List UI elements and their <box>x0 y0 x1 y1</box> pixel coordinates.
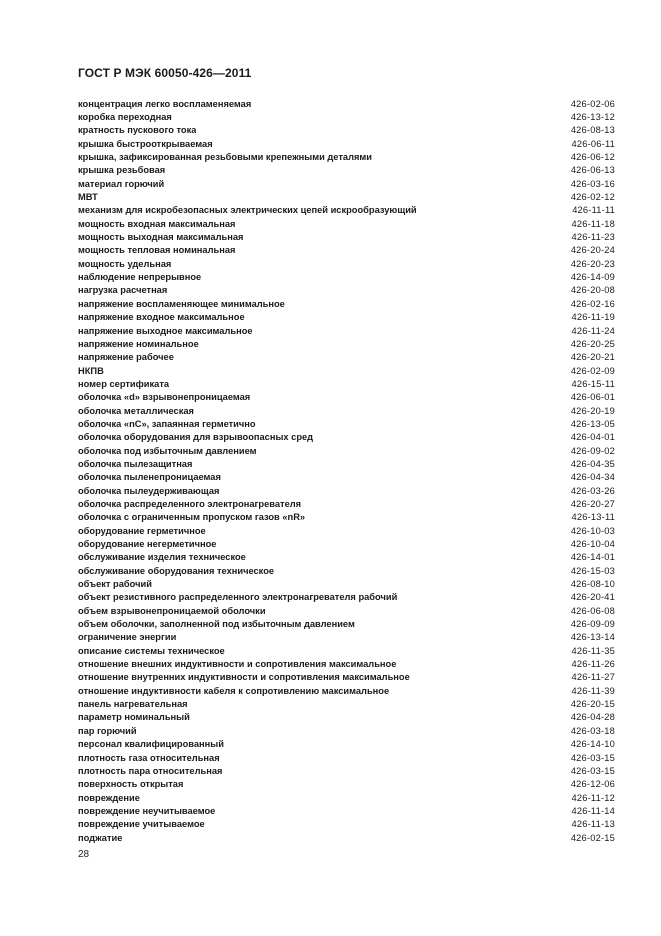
index-term: оболочка распределенного электронагревателя <box>78 498 302 509</box>
index-code: 426-03-18 <box>570 725 615 736</box>
index-term: объем оболочки, заполненной под избыточным давлением <box>78 619 355 630</box>
index-entry <box>78 324 615 337</box>
index-term: объем взрывонепроницаемой оболочки <box>78 605 266 616</box>
index-term: мощность выходная максимальная <box>78 232 244 243</box>
index-code: 426-10-04 <box>570 539 615 550</box>
term-index-list <box>78 97 615 844</box>
index-code: 426-20-24 <box>570 245 615 256</box>
index-entry <box>78 124 615 137</box>
index-entry <box>78 150 615 163</box>
index-entry <box>78 431 615 444</box>
index-code: 426-04-34 <box>570 472 615 483</box>
index-entry <box>78 297 615 310</box>
index-code: 426-02-06 <box>570 98 615 109</box>
index-code: 426-11-12 <box>571 792 615 803</box>
index-entry <box>78 97 615 110</box>
index-entry <box>78 791 615 804</box>
index-code: 426-20-08 <box>570 285 615 296</box>
index-entry <box>78 137 615 150</box>
index-entry <box>78 697 615 710</box>
index-term: панель нагревательная <box>78 699 188 710</box>
index-term: напряжение номинальное <box>78 338 199 349</box>
index-entry <box>78 657 615 670</box>
index-code: 426-08-13 <box>570 125 615 136</box>
index-entry <box>78 164 615 177</box>
index-term: оболочка пыленепроницаемая <box>78 472 221 483</box>
index-term: оболочка «d» взрывонепроницаемая <box>78 392 251 403</box>
index-code: 426-12-06 <box>570 779 615 790</box>
index-entry <box>78 751 615 764</box>
index-code: 426-20-25 <box>570 338 615 349</box>
index-entry <box>78 564 615 577</box>
index-term: плотность газа относительная <box>78 752 220 763</box>
index-term: крышка быстрооткрываемая <box>78 138 213 149</box>
index-term: МВТ <box>78 192 98 203</box>
index-entry <box>78 364 615 377</box>
index-term: НКПВ <box>78 365 104 376</box>
index-code: 426-13-05 <box>570 418 615 429</box>
index-entry <box>78 457 615 470</box>
index-code: 426-14-01 <box>570 552 615 563</box>
index-term: описание системы техническое <box>78 645 225 656</box>
index-code: 426-03-16 <box>570 178 615 189</box>
index-entry <box>78 711 615 724</box>
index-term: оболочка с ограниченным пропуском газов «nR» <box>78 512 306 523</box>
index-entry <box>78 631 615 644</box>
index-entry <box>78 591 615 604</box>
index-entry <box>78 577 615 590</box>
index-code: 426-20-27 <box>570 498 615 509</box>
index-code: 426-03-26 <box>570 485 615 496</box>
index-code: 426-09-02 <box>570 445 615 456</box>
index-entry <box>78 391 615 404</box>
index-code: 426-13-11 <box>571 512 615 523</box>
index-term: обслуживание оборудования техническое <box>78 565 275 576</box>
index-term: материал горючий <box>78 178 165 189</box>
index-entry <box>78 230 615 243</box>
index-term: мощность тепловая номинальная <box>78 245 236 256</box>
index-entry <box>78 337 615 350</box>
index-term: плотность пара относительная <box>78 765 223 776</box>
index-code: 426-11-39 <box>571 685 615 696</box>
index-entry <box>78 471 615 484</box>
index-entry <box>78 511 615 524</box>
index-term: персонал квалифицированный <box>78 739 224 750</box>
index-code: 426-20-21 <box>570 352 615 363</box>
index-term: объект резистивного распределенного электронагревателя рабочий <box>78 592 398 603</box>
index-code: 426-04-28 <box>570 712 615 723</box>
index-term: нагрузка расчетная <box>78 285 168 296</box>
index-code: 426-11-19 <box>571 312 615 323</box>
index-term: коробка переходная <box>78 112 172 123</box>
page-number: 28 <box>78 849 90 860</box>
index-entry <box>78 284 615 297</box>
index-code: 426-03-15 <box>570 752 615 763</box>
index-entry <box>78 551 615 564</box>
index-code: 426-06-08 <box>570 605 615 616</box>
index-term: поджатие <box>78 832 123 843</box>
index-code: 426-04-01 <box>570 432 615 443</box>
index-entry <box>78 484 615 497</box>
document-header: ГОСТ Р МЭК 60050-426—2011 <box>78 66 252 80</box>
index-entry <box>78 497 615 510</box>
index-term: параметр номинальный <box>78 712 190 723</box>
index-term: повреждение <box>78 792 140 803</box>
index-entry <box>78 377 615 390</box>
index-entry <box>78 190 615 203</box>
index-term: механизм для искробезопасных электрических цепей искрообразующий <box>78 205 417 216</box>
index-entry <box>78 644 615 657</box>
index-term: поверхность открытая <box>78 779 184 790</box>
index-code: 426-02-12 <box>570 192 615 203</box>
index-entry <box>78 311 615 324</box>
index-entry <box>78 764 615 777</box>
index-code: 426-15-11 <box>571 378 615 389</box>
index-code: 426-20-23 <box>570 258 615 269</box>
index-entry <box>78 404 615 417</box>
index-term: номер сертификата <box>78 378 170 389</box>
index-code: 426-02-15 <box>570 832 615 843</box>
index-entry <box>78 110 615 123</box>
index-entry <box>78 177 615 190</box>
index-term: напряжение выходное максимальное <box>78 325 253 336</box>
index-entry <box>78 444 615 457</box>
index-code: 426-11-35 <box>571 645 615 656</box>
index-entry <box>78 724 615 737</box>
index-code: 426-11-26 <box>571 659 615 670</box>
index-term: кратность пускового тока <box>78 125 197 136</box>
index-term: напряжение воспламеняющее минимальное <box>78 298 285 309</box>
index-code: 426-03-15 <box>570 765 615 776</box>
index-term: оборудование герметичное <box>78 525 206 536</box>
index-code: 426-06-01 <box>570 392 615 403</box>
index-term: повреждение учитываемое <box>78 819 205 830</box>
index-code: 426-11-13 <box>571 819 615 830</box>
index-code: 426-20-19 <box>570 405 615 416</box>
index-entry <box>78 604 615 617</box>
index-entry <box>78 417 615 430</box>
index-entry <box>78 818 615 831</box>
index-term: оболочка «nC», запаянная герметично <box>78 418 256 429</box>
index-entry <box>78 351 615 364</box>
index-code: 426-20-15 <box>570 699 615 710</box>
index-term: крышка резьбовая <box>78 165 166 176</box>
index-entry <box>78 204 615 217</box>
index-term: отношение внутренних индуктивности и сопротивления максимальное <box>78 672 410 683</box>
index-code: 426-02-09 <box>570 365 615 376</box>
index-term: крышка, зафиксированная резьбовыми крепежными деталями <box>78 152 372 163</box>
index-term: наблюдение непрерывное <box>78 272 202 283</box>
index-code: 426-09-09 <box>570 619 615 630</box>
index-term: пар горючий <box>78 725 137 736</box>
index-term: повреждение неучитываемое <box>78 805 216 816</box>
index-code: 426-11-14 <box>571 805 615 816</box>
index-code: 426-11-27 <box>571 672 615 683</box>
index-term: мощность входная максимальная <box>78 218 236 229</box>
index-term: отношение внешних индуктивности и сопротивления максимальное <box>78 659 397 670</box>
index-term: обслуживание изделия техническое <box>78 552 246 563</box>
index-entry <box>78 778 615 791</box>
index-code: 426-20-41 <box>570 592 615 603</box>
index-code: 426-15-03 <box>570 565 615 576</box>
index-code: 426-11-11 <box>572 205 615 216</box>
index-code: 426-02-16 <box>570 298 615 309</box>
index-term: оболочка пылезащитная <box>78 458 193 469</box>
index-code: 426-14-10 <box>570 739 615 750</box>
index-term: оборудование негерметичное <box>78 539 217 550</box>
index-entry <box>78 244 615 257</box>
index-term: оболочка пылеудерживающая <box>78 485 220 496</box>
index-term: оболочка металлическая <box>78 405 194 416</box>
index-term: концентрация легко воспламеняемая <box>78 98 252 109</box>
index-entry <box>78 831 615 844</box>
index-term: объект рабочий <box>78 579 152 590</box>
index-code: 426-11-18 <box>571 218 615 229</box>
index-term: мощность удельная <box>78 258 172 269</box>
index-code: 426-04-35 <box>570 458 615 469</box>
index-entry <box>78 217 615 230</box>
index-entry <box>78 804 615 817</box>
index-code: 426-14-09 <box>570 272 615 283</box>
index-entry <box>78 270 615 283</box>
index-code: 426-10-03 <box>570 525 615 536</box>
index-entry <box>78 684 615 697</box>
index-code: 426-11-24 <box>571 325 615 336</box>
index-code: 426-06-13 <box>570 165 615 176</box>
index-entry <box>78 524 615 537</box>
index-code: 426-06-12 <box>570 152 615 163</box>
index-code: 426-06-11 <box>571 138 615 149</box>
index-term: оболочка под избыточным давлением <box>78 445 257 456</box>
index-entry <box>78 671 615 684</box>
index-code: 426-08-10 <box>570 579 615 590</box>
index-term: ограничение энергии <box>78 632 177 643</box>
index-code: 426-13-14 <box>570 632 615 643</box>
index-entry <box>78 537 615 550</box>
index-term: напряжение рабочее <box>78 352 174 363</box>
index-term: напряжение входное максимальное <box>78 312 245 323</box>
index-term: отношение индуктивности кабеля к сопротивлению максимальное <box>78 685 390 696</box>
index-entry <box>78 257 615 270</box>
index-term: оболочка оборудования для взрывоопасных сред <box>78 432 314 443</box>
index-entry <box>78 738 615 751</box>
index-code: 426-11-23 <box>571 232 615 243</box>
index-entry <box>78 617 615 630</box>
index-code: 426-13-12 <box>570 112 615 123</box>
